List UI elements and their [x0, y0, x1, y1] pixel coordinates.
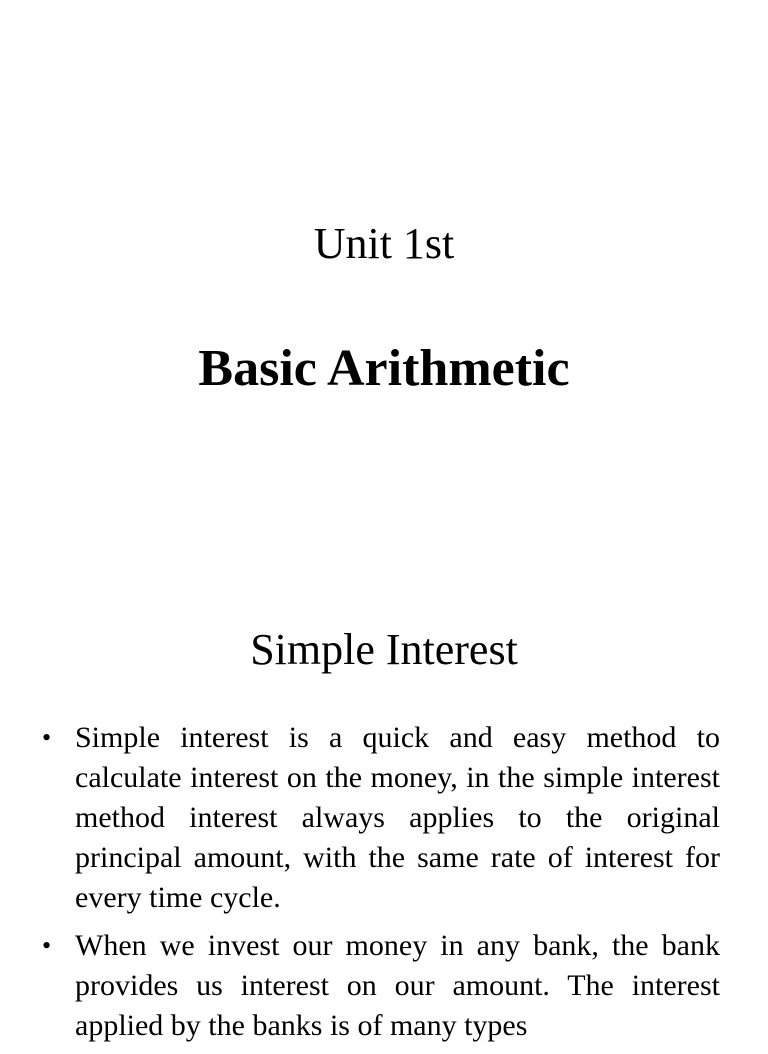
bullet-text: Simple interest is a quick and easy method to calculate interest on the money, in the simple interest method interest always applies to the original principal amount, with the same rate of interest for every time cycle. [75, 721, 720, 914]
section-heading: Simple Interest [250, 625, 518, 674]
content-slide [0, 570, 768, 1042]
unit-label: Unit 1st [313, 219, 455, 268]
slide-title: Basic Arithmetic [198, 340, 570, 397]
bullet-icon: • [42, 931, 52, 960]
bullet-list [0, 718, 768, 1054]
bullet-text: When we invest our money in any bank, the bank provides us interest on our amount. The interest applied by the banks is of many types [75, 929, 720, 1042]
bullet-item [42, 926, 720, 1046]
bullet-item [42, 718, 720, 918]
bullet-icon: • [42, 723, 52, 752]
